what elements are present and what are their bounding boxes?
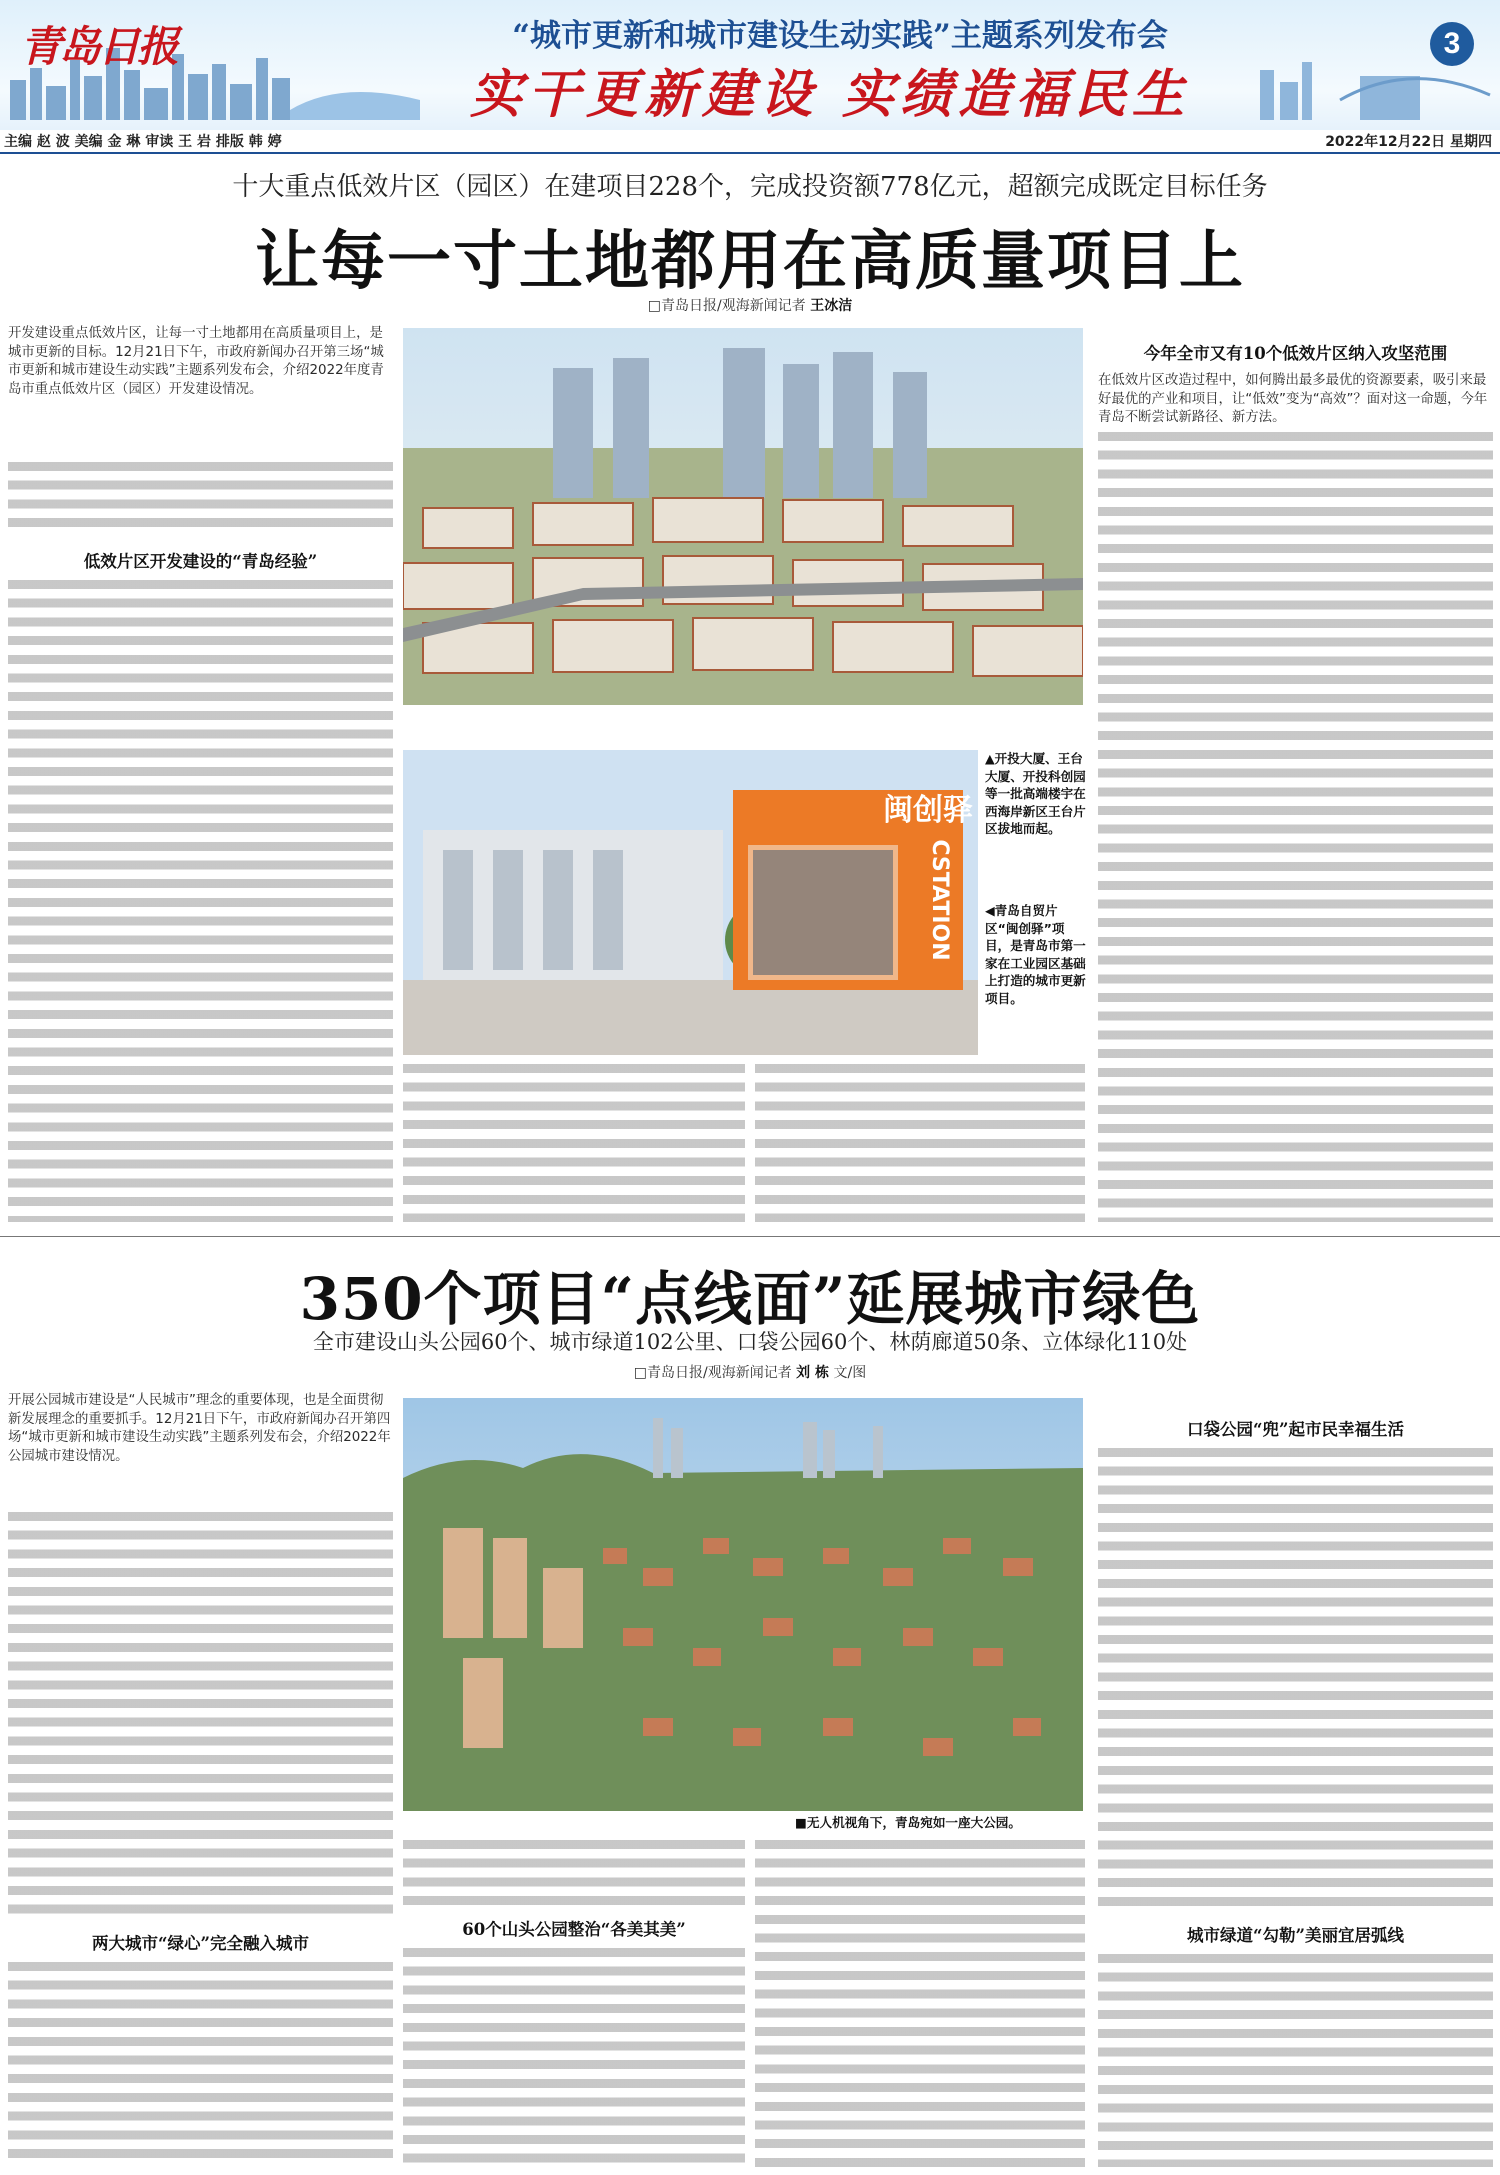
newspaper-logo: 青岛日报	[20, 22, 177, 71]
masthead-rule	[0, 152, 1500, 154]
photo-caption-1: ▲开投大厦、王台大厦、开投科创园等一批高端楼宇在西海岸新区王台片区拔地而起。	[985, 751, 1086, 836]
aerial-city-park-photo	[403, 1398, 1083, 1811]
article2-text-block	[1098, 1954, 1493, 2167]
building-sign-en: CSTATION	[927, 839, 952, 961]
article1-headline: 让每一寸土地都用在高质量项目上	[255, 224, 1245, 299]
article2-text-block	[755, 1840, 1085, 2167]
byline-suffix: 文/图	[833, 1365, 867, 1381]
article1-text-block	[8, 462, 393, 536]
photo-caption-2: ◀青岛自贸片区“闽创驿”项目，是青岛市第一家在工业园区基础上打造的城市更新项目。	[985, 903, 1086, 1006]
article2-subhead-2: 60个山头公园整治“各美其美”	[462, 1920, 686, 1939]
credit-bar	[0, 128, 1500, 152]
article2-kicker: 全市建设山头公园60个、城市绿道102公里、口袋公园60个、林荫廊道50条、立体绿化110处	[312, 1330, 1188, 1354]
photo-caption-3: ■无人机视角下，青岛宛如一座大公园。	[795, 1815, 1021, 1830]
article1-text-block	[403, 1064, 745, 1222]
building-sign-cn: 闽创驿	[883, 793, 973, 828]
article1-right-lead: 在低效片区改造过程中，如何腾出最多最优的资源要素，吸引来最好最优的产业和项目，让“低效”变为“高效”？面对这一命题，今年青岛不断尝试新路径、新方法。	[1098, 373, 1488, 426]
byline-prefix: □青岛日报/观海新闻记者	[647, 298, 806, 314]
article-divider	[0, 1236, 1500, 1237]
series-title: “城市更新和城市建设生动实践”主题系列发布会	[512, 18, 1168, 54]
masthead	[0, 0, 1500, 130]
series-slogan: 实干更新建设 实绩造福民生	[469, 64, 1191, 125]
article1-byline	[500, 295, 1000, 315]
article2-subhead-right-2: 城市绿道“勾勒”美丽宜居弧线	[1187, 1926, 1404, 1945]
aerial-housing-photo	[403, 328, 1083, 705]
article1-text-block	[1098, 432, 1493, 1222]
article2-text-block	[403, 1948, 745, 2167]
article2-text-block	[1098, 1448, 1493, 1908]
article1-text-block	[8, 580, 393, 1222]
editor-credits: 主编 赵 波 美编 金 琳 审读 王 岩 排版 韩 婷	[4, 134, 282, 150]
article2-lead: 开展公园城市建设是“人民城市”理念的重要体现，也是全面贯彻新发展理念的重要抓手。12月21日下午，市政府新闻办召开第四场“城市更新和城市建设生动实践”主题系列发布会，介绍2022年公园城市建设情况。	[8, 1393, 391, 1465]
byline-prefix: □青岛日报/观海新闻记者	[633, 1365, 792, 1381]
article2-headline: 350个项目“点线面”延展城市绿色	[299, 1265, 1201, 1333]
article2-subhead-1: 两大城市“绿心”完全融入城市	[92, 1934, 309, 1953]
cstation-building-photo	[403, 750, 978, 1055]
byline-author: 刘 栋	[796, 1365, 830, 1381]
article2-subhead-right-1: 口袋公园“兜”起市民幸福生活	[1187, 1420, 1404, 1439]
byline-author: 王冰洁	[810, 298, 853, 314]
article1-subhead-right: 今年全市又有10个低效片区纳入攻坚范围	[1143, 344, 1448, 363]
article2-text-block	[8, 1962, 393, 2167]
page-number-badge: 3	[1430, 22, 1474, 66]
article1-subhead-1: 低效片区开发建设的“青岛经验”	[83, 552, 318, 571]
article1-kicker: 十大重点低效片区（园区）在建项目228个，完成投资额778亿元，超额完成既定目标任务	[232, 172, 1268, 202]
article1-text-block	[755, 1064, 1085, 1222]
issue-date: 2022年12月22日 星期四	[1325, 134, 1492, 150]
article1-lead: 开发建设重点低效片区，让每一寸土地都用在高质量项目上，是城市更新的目标。12月21日下午，市政府新闻办召开第三场“城市更新和城市建设生动实践”主题系列发布会，介绍2022年度青岛市重点低效片区（园区）开发建设情况。	[8, 326, 384, 398]
article2-text-block	[8, 1512, 393, 1918]
article2-text-block	[403, 1840, 745, 1906]
article2-byline	[500, 1362, 1000, 1382]
